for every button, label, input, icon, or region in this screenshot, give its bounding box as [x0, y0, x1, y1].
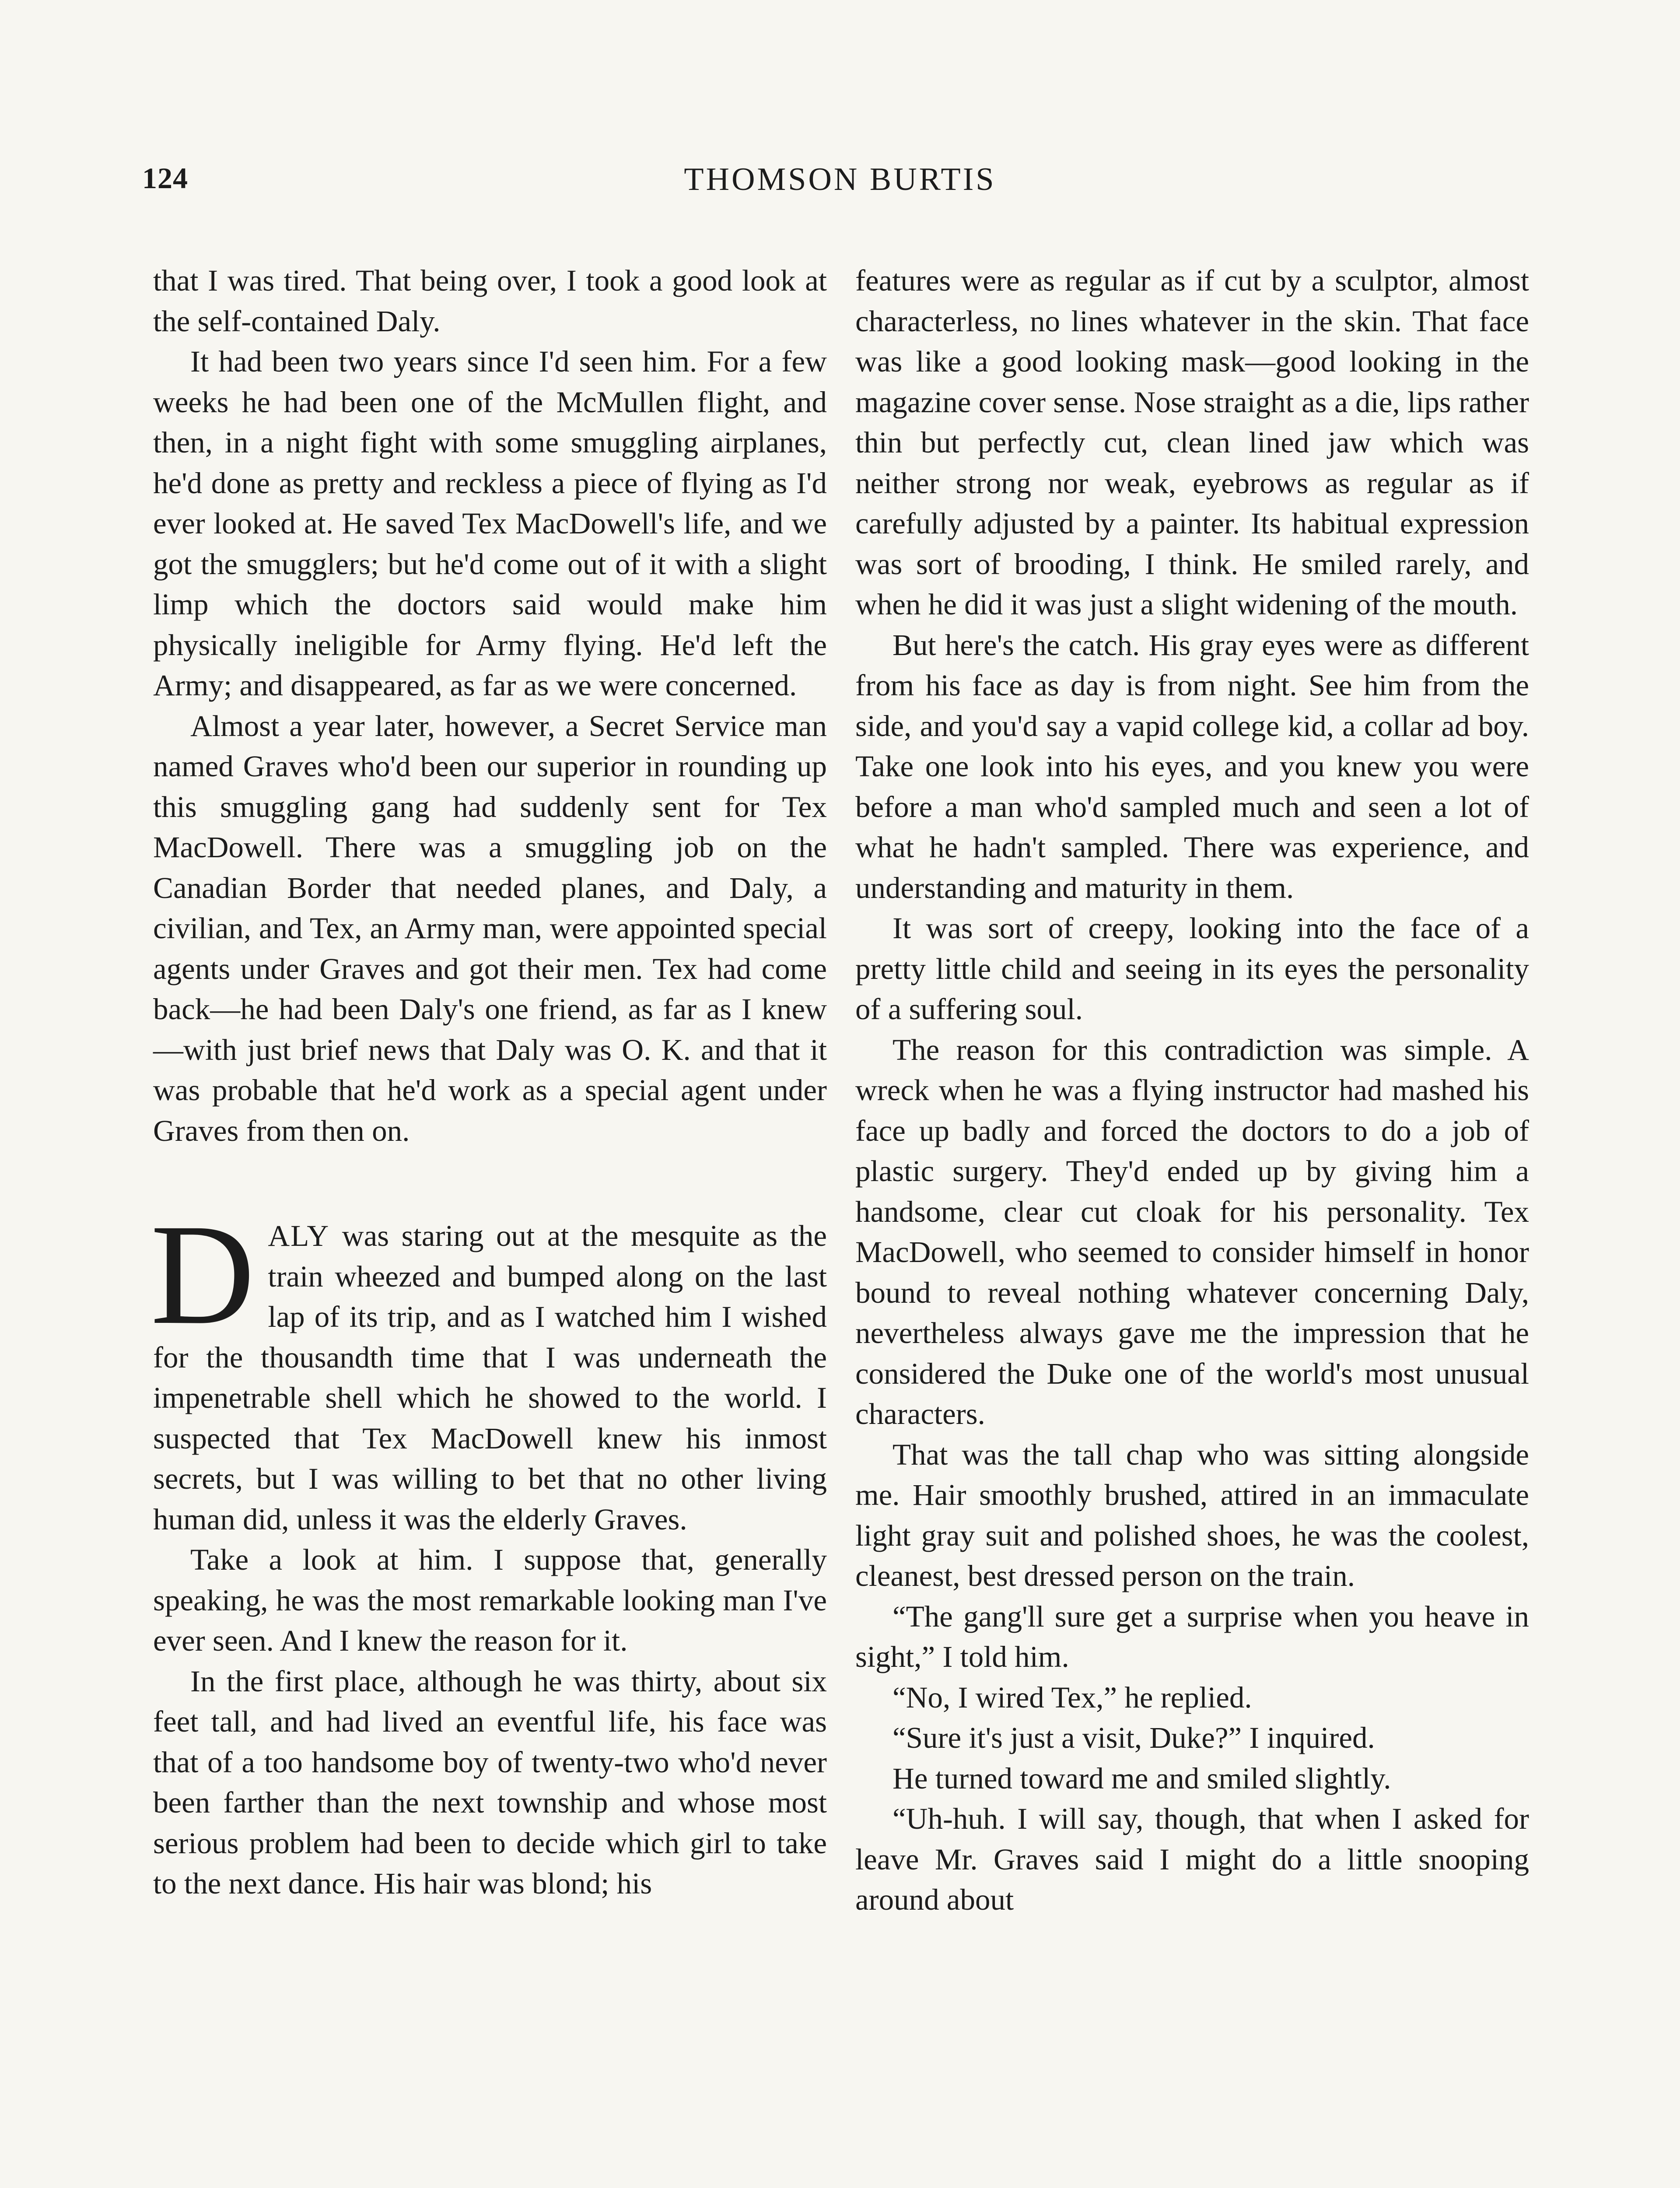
paragraph: “The gang'll sure get a surprise when you heave in sight,” I told him.: [855, 1599, 1529, 1673]
drop-cap: D: [150, 1195, 255, 1354]
paragraph: The reason for this contradiction was simple. A wreck when he was a flying instructor had mashed his face up badly and forced the doctors to do a job of plastic surgery. They'd ended up by giving him a handsome, clear cut cloak for his personality. Tex MacDowell, who seemed to consider himself in honor bound to reveal nothing whatever concerning Daly, nevertheless always gave me the impression that he considered the Duke one of the world's most unusual characters.: [855, 1033, 1529, 1431]
paragraph: Almost a year later, however, a Secret Service man named Graves who'd been our superior in rounding up this smuggling gang had suddenly sent for Tex MacDowell. There was a smuggling job on the Canadian Border that needed planes, and Daly, a civilian, and Tex, an Army man, were appointed special agents under Graves and got their men. Tex had come back—he had been Daly's one friend, as far as I knew—with just brief news that Daly was O. K. and that it was probable that he'd work as a special agent under Graves from then on.: [153, 709, 827, 1147]
paragraph: “Uh-huh. I will say, though, that when I asked for leave Mr. Graves said I might do a little snooping around about: [855, 1802, 1529, 1916]
paragraph: Take a look at him. I suppose that, generally speaking, he was the most remarkable looking man I've ever seen. And I knew the reason for it.: [153, 1543, 827, 1657]
paragraph: It had been two years since I'd seen him. For a few weeks he had been one of the McMullen flight, and then, in a night fight with some smuggling airplanes, he'd done as pretty and reckless a piece of flying as I'd ever looked at. He saved Tex MacDowell's life, and we got the smugglers; but he'd come out of it with a slight limp which the doctors said would make him physically ineligible for Army flying. He'd left the Army; and disappeared, as far as we were concerned.: [153, 345, 827, 702]
right-column: [855, 260, 1529, 1920]
running-title: THOMSON BURTIS: [684, 161, 996, 197]
paragraph: features were as regular as if cut by a sculptor, almost characterless, no lines whatever in the skin. That face was like a good looking mask—good looking in the magazine cover sense. Nose straight as a die, lips rather thin but perfectly cut, clean lined jaw which was neither strong nor weak, eyebrows as regular as if carefully adjusted by a painter. Its habitual expression was sort of brooding, I think. He smiled rarely, and when he did it was just a slight widening of the mouth.: [855, 264, 1529, 621]
paragraph: that I was tired. That being over, I took a good look at the self-contained Daly.: [153, 264, 827, 338]
paragraph: “No, I wired Tex,” he replied.: [892, 1680, 1252, 1714]
section-opening-paragraph: [150, 1195, 827, 1539]
paragraph: That was the tall chap who was sitting alongside me. Hair smoothly brushed, attired in an immaculate light gray suit and polished shoes, he was the coolest, cleanest, best dressed person on the train.: [855, 1438, 1529, 1592]
paragraph: He turned toward me and smiled slightly.: [892, 1761, 1391, 1795]
page-number: 124: [142, 161, 188, 195]
paragraph: It was sort of creepy, looking into the face of a pretty little child and seeing in its eyes the personality of a suffering soul.: [855, 912, 1529, 1026]
paragraph-text: was staring out at the mesquite as the train wheezed and bumped along on the last lap of its trip, and as I watched him I wished for the thousandth time that I was underneath the impenetrable shell which he showed to the world. I suspected that Tex MacDowell knew his inmost secrets, but I was willing to bet that no other living human did, unless it was the elderly Graves.: [153, 1219, 827, 1536]
left-column: [150, 260, 827, 1904]
opening-small-caps: ALY: [268, 1219, 330, 1252]
paragraph: “Sure it's just a visit, Duke?” I inquired.: [892, 1721, 1375, 1754]
paragraph: In the first place, although he was thirty, about six feet tall, and had lived an eventful life, his face was that of a too handsome boy of twenty-two who'd never been farther than the next township and whose most serious problem had been to decide which girl to take to the next dance. His hair was blond; his: [153, 1664, 827, 1900]
paragraph: But here's the catch. His gray eyes were as different from his face as day is from night. See him from the side, and you'd say a vapid college kid, a collar ad boy. Take one look into his eyes, and you knew you were before a man who'd sampled much and seen a lot of what he hadn't sampled. There was experience, and understanding and maturity in them.: [855, 628, 1529, 905]
